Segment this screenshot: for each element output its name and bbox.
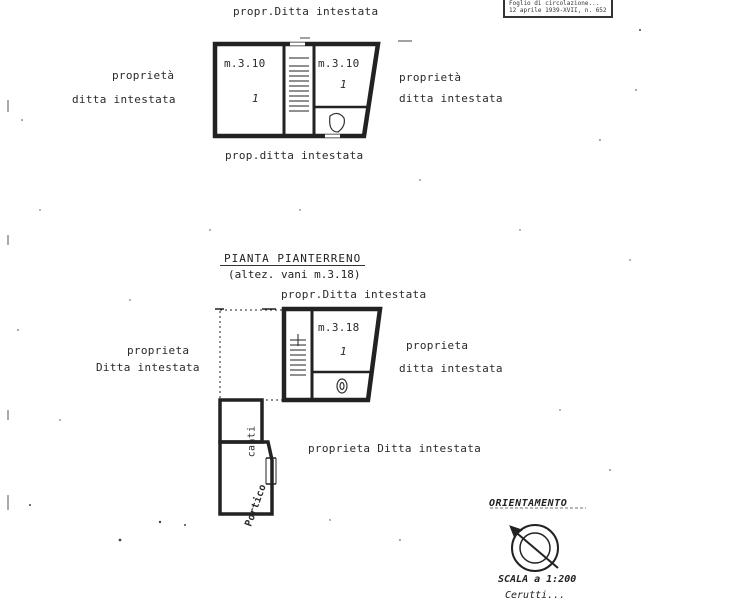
ground-left-label-1: proprieta: [127, 344, 190, 357]
orientation-label: ORIENTAMENTO: [489, 498, 568, 509]
upper-bottom-label: prop.ditta intestata: [225, 149, 364, 162]
ground-center-label: proprieta Ditta intestata: [308, 442, 482, 455]
upper-right-label-2: ditta intestata: [399, 92, 503, 105]
upper-top-label: propr.Ditta intestata: [233, 5, 379, 18]
upper-left-label-1: proprietà: [112, 69, 175, 82]
ground-left-label-2: Ditta intestata: [96, 361, 200, 374]
ground-floor-plan: [215, 309, 380, 514]
scale-label: SCALA a 1:200: [498, 574, 577, 585]
upper-room-right-code: 1: [340, 78, 347, 91]
ground-floor-title: PIANTA PIANTERRENO: [220, 252, 365, 266]
ground-top-label: propr.Ditta intestata: [281, 288, 427, 301]
ground-right-label-1: proprieta: [406, 339, 469, 352]
ground-floor-title-block: [220, 252, 365, 281]
compass-icon: [510, 525, 558, 571]
ground-right-label-2: ditta intestata: [399, 362, 503, 375]
signature-text: Cerutti...: [505, 590, 566, 601]
ground-room-code: 1: [340, 345, 347, 358]
upper-left-label-2: ditta intestata: [72, 93, 176, 106]
upper-room-right-height: m.3.10: [318, 57, 360, 70]
upper-right-label-1: proprietà: [399, 71, 462, 84]
cantina-label: canti: [246, 425, 258, 458]
ground-room-height: m.3.18: [318, 321, 360, 334]
portico-label: Portico: [243, 482, 269, 529]
upper-room-left-code: 1: [252, 92, 259, 105]
upper-room-left-height: m.3.10: [224, 57, 266, 70]
upper-dashed-lines: [300, 38, 412, 41]
ground-floor-subtitle: (altez. vani m.3.18): [228, 268, 361, 281]
stamp-text: Foglio di circolazione... 12 aprile 1939-XVII, n. 652: [509, 0, 607, 14]
